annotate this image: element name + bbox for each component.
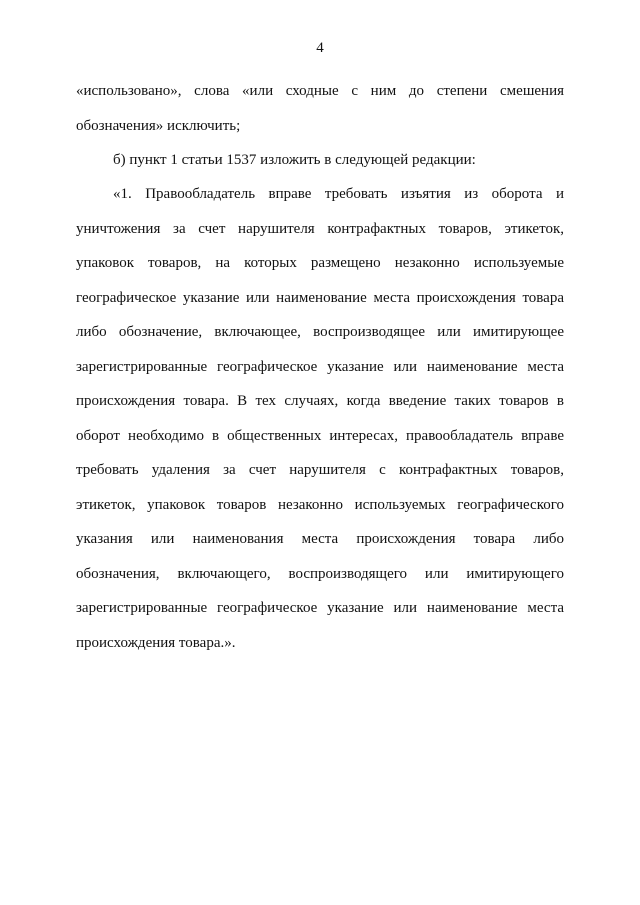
text-line: «1. Правообладатель вправе требовать изъятия из оборота и <box>113 186 564 202</box>
text-line: б) пункт 1 статьи 1537 изложить в следующей редакции: <box>113 152 476 168</box>
paragraph-1 <box>76 74 564 143</box>
text-line: «использовано», слова «или сходные с ним до степени смешения <box>76 83 564 99</box>
paragraph-3 <box>76 177 564 660</box>
page-number: 4 <box>316 40 324 56</box>
paragraph-2 <box>76 143 564 178</box>
text-line: либо обозначение, включающее, воспроизводящее или имитирующее <box>76 324 564 340</box>
text-line: происхождения товара.». <box>76 634 236 651</box>
text-line: оборот необходимо в общественных интересах, правообладатель вправе <box>76 427 564 444</box>
text-line: указания или наименования места происхождения товара либо <box>76 531 564 547</box>
text-line: обозначения» исключить; <box>76 117 241 134</box>
text-line: географическое указание или наименование места происхождения товара <box>76 289 564 306</box>
text-line: зарегистрированные географическое указание или наименование места <box>76 600 564 616</box>
text-line: упаковок товаров, на которых размещено незаконно используемые <box>76 255 564 271</box>
text-line: уничтожения за счет нарушителя контрафактных товаров, этикеток, <box>76 220 564 237</box>
text-line: обозначения, включающего, воспроизводящего или имитирующего <box>76 565 564 582</box>
text-line: этикеток, упаковок товаров незаконно используемых географического <box>76 496 564 513</box>
text-line: требовать удаления за счет нарушителя с контрафактных товаров, <box>76 462 564 478</box>
text-line: происхождения товара. В тех случаях, когда введение таких товаров в <box>76 393 564 409</box>
text-line: зарегистрированные географическое указание или наименование места <box>76 358 564 375</box>
